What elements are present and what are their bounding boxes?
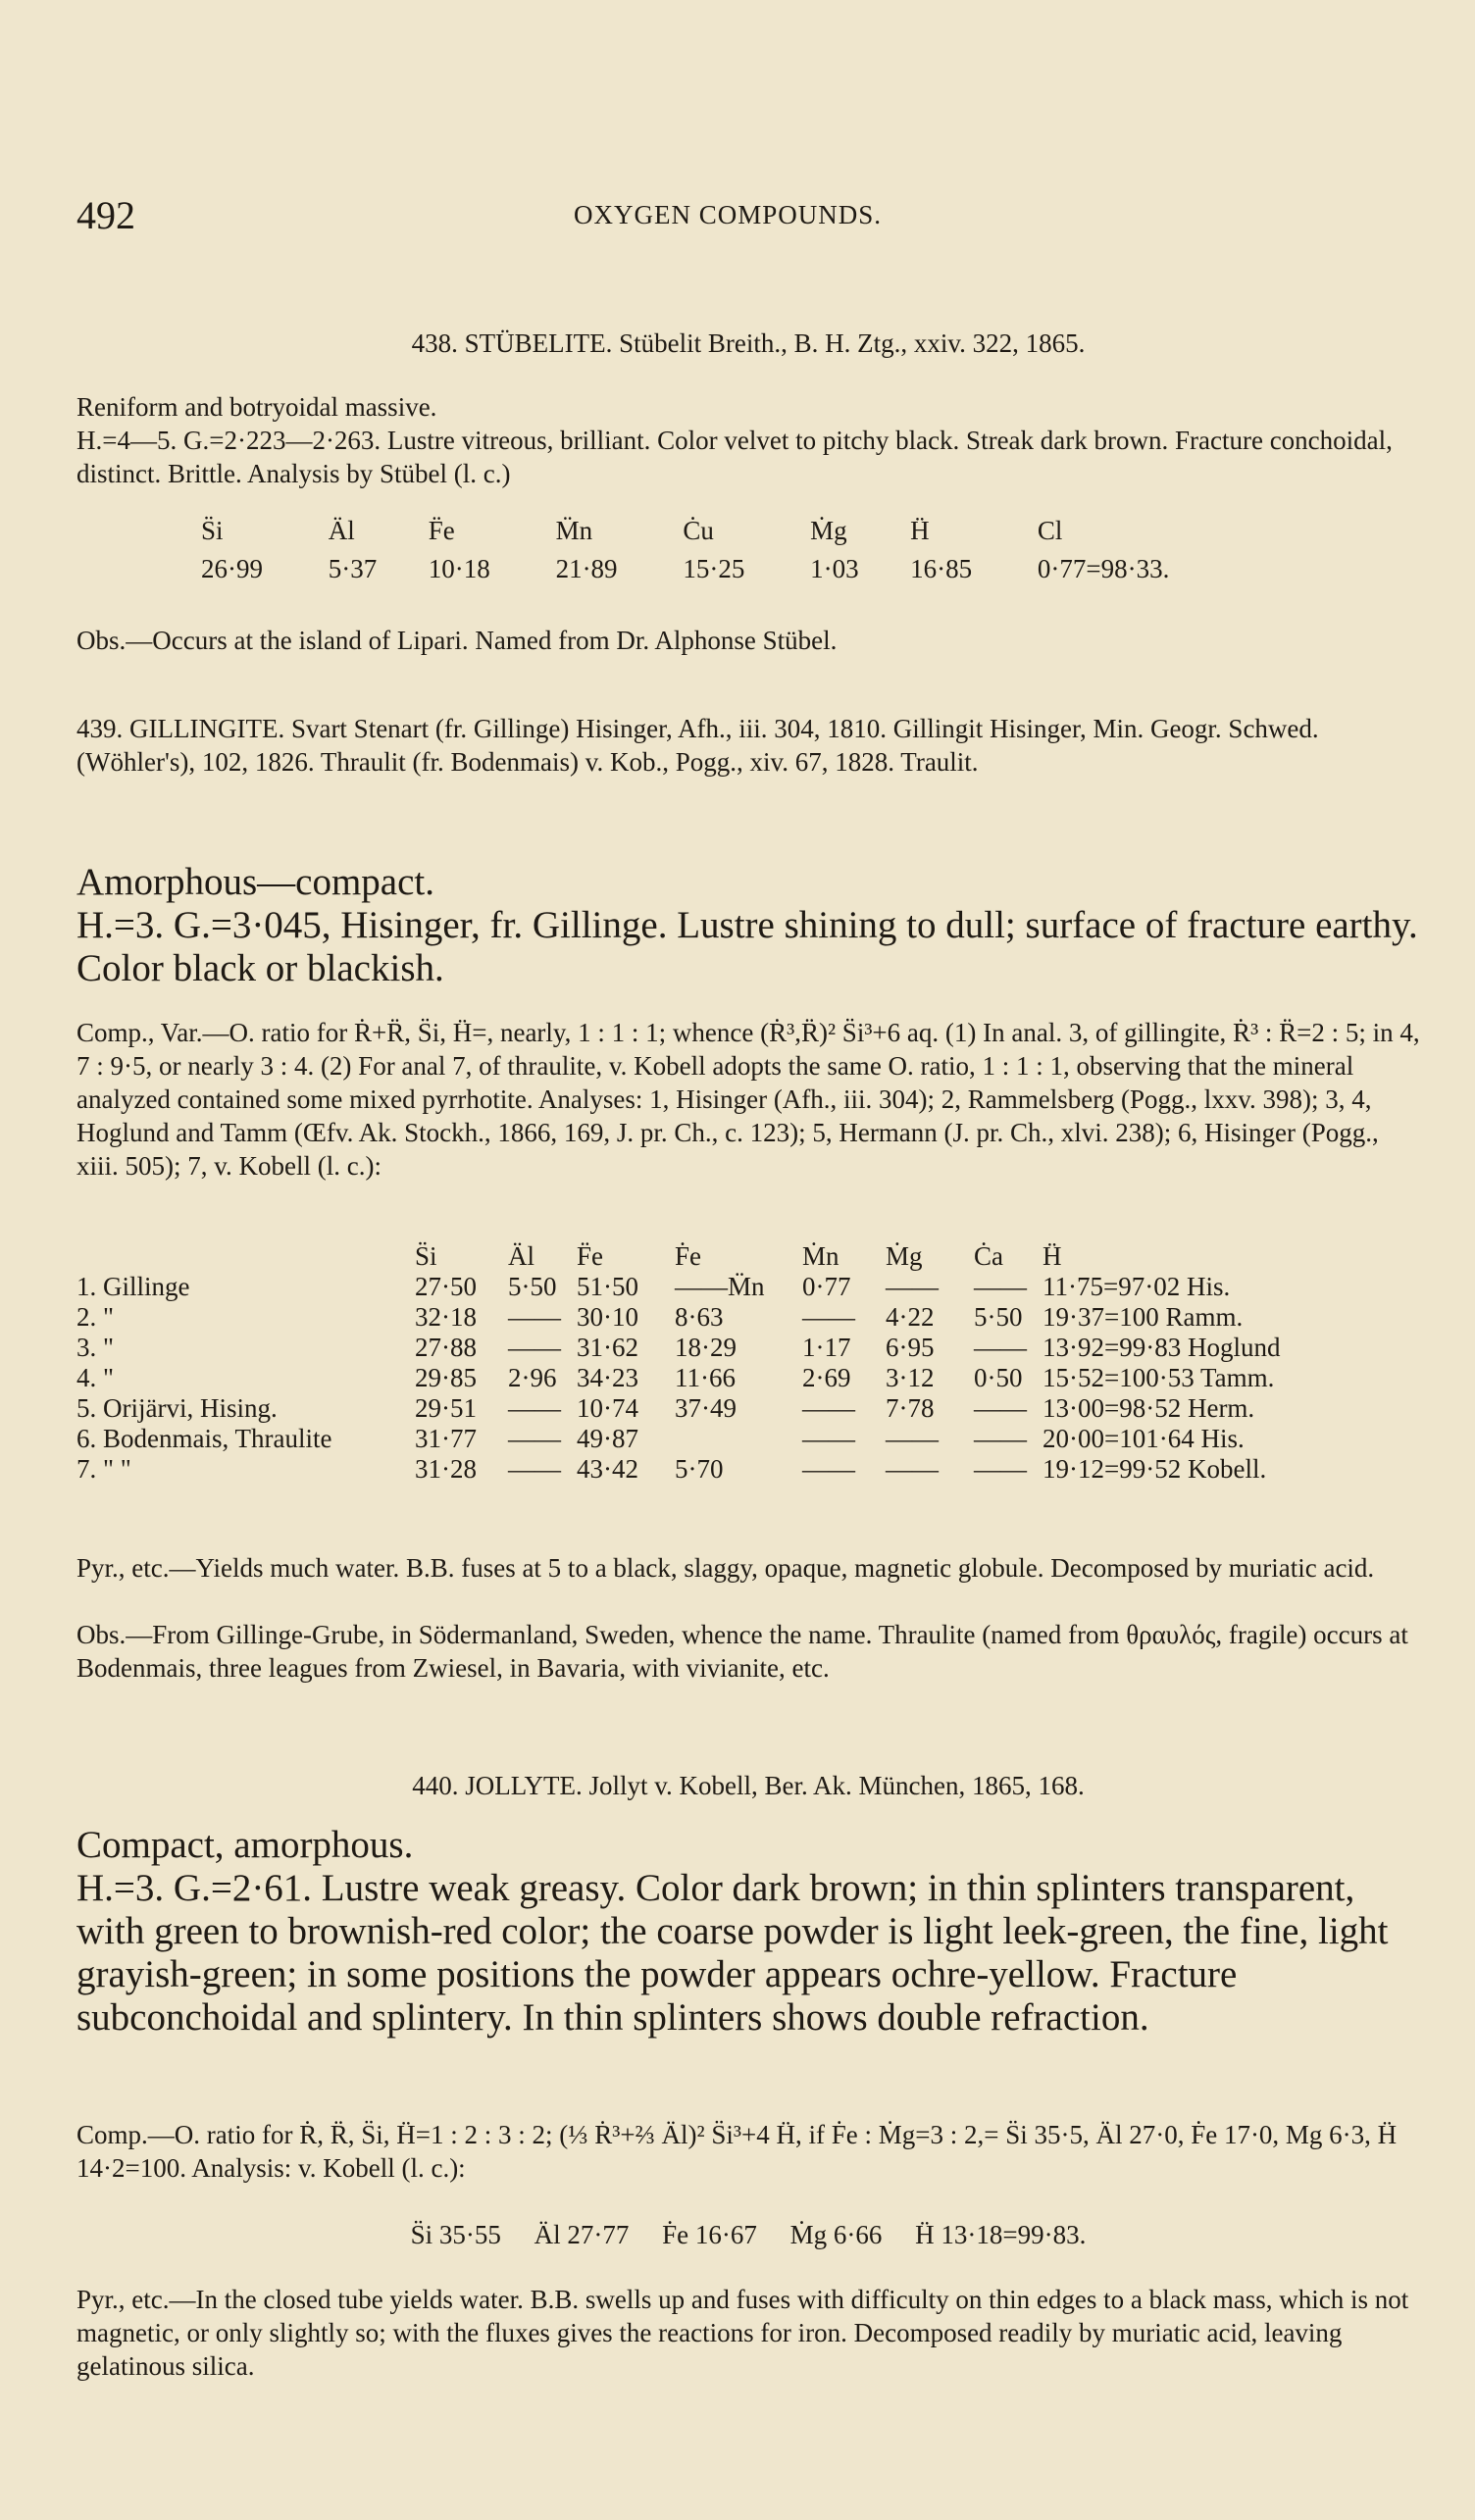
table-cell: —— bbox=[974, 1272, 1027, 1301]
table-cell: —— bbox=[974, 1333, 1027, 1362]
stubelite-form: Reniform and botryoidal massive. bbox=[76, 392, 437, 422]
table-cell: 20·00=101·64 His. bbox=[1043, 1424, 1245, 1453]
table-row bbox=[76, 1302, 1422, 1333]
jollyte-analysis: S̈i 35·55 Äl 27·77 Ḟe 16·67 Ṁg 6·66 Ḧ 13·18=99·83. bbox=[410, 2220, 1087, 2249]
table-cell: 3·12 bbox=[886, 1363, 935, 1392]
table-cell: 15·52=100·53 Tamm. bbox=[1043, 1363, 1275, 1392]
table-row bbox=[76, 1272, 1422, 1302]
table-cell: 31·62 bbox=[577, 1333, 638, 1362]
analysis-value: 10·18 bbox=[428, 554, 490, 583]
stubelite-heading: 438. STÜBELITE. Stübelit Breith., B. H. Ztg., xxiv. 322, 1865. bbox=[411, 328, 1086, 358]
analysis-header: S̈i bbox=[201, 516, 224, 545]
table-cell: 34·23 bbox=[577, 1363, 638, 1392]
analysis-header: Ṁg bbox=[810, 516, 847, 545]
table-header: Ċa bbox=[974, 1241, 1003, 1271]
table-cell bbox=[675, 1424, 802, 1454]
table-cell: 51·50 bbox=[577, 1272, 638, 1301]
table-cell: —— bbox=[508, 1393, 561, 1423]
table-cell: 6. Bodenmais, Thraulite bbox=[76, 1424, 332, 1453]
table-cell: 32·18 bbox=[415, 1302, 477, 1332]
jollyte-pyrognostics: Pyr., etc.—In the closed tube yields water. B.B. swells up and fuses with difficulty on thin edges to a black mass, which is not magnetic, or only slightly so; with the fluxes gives the reactions for iron. Decomposed readily by muriatic acid, leaving gelatinous silica. bbox=[76, 2285, 1409, 2381]
table-cell: 10·74 bbox=[577, 1393, 638, 1423]
table-cell: 8·63 bbox=[675, 1302, 724, 1332]
gillingite-table-headers bbox=[76, 1241, 1422, 1272]
table-cell: —— bbox=[886, 1424, 939, 1453]
table-cell: 19·12=99·52 Kobell. bbox=[1043, 1454, 1267, 1484]
stubelite-analysis-headers bbox=[201, 516, 1309, 546]
table-cell: 5·50 bbox=[508, 1272, 557, 1301]
table-cell: 31·77 bbox=[415, 1424, 477, 1453]
table-cell: —— bbox=[974, 1454, 1027, 1484]
analysis-header: Äl bbox=[328, 516, 355, 545]
gillingite-properties: H.=3. G.=3·045, Hisinger, fr. Gillinge. Lustre shining to dull; surface of fracture earthy. Color black or blackish. bbox=[76, 904, 1418, 989]
table-cell: 7. " " bbox=[76, 1454, 131, 1484]
jollyte-properties: H.=3. G.=2·61. Lustre weak greasy. Color dark brown; in thin splinters transparent, with green to brownish-red color; the coarse powder is light leek-green, the fine, light grayish-green; in some positions the powder appears ochre-yellow. Fracture subconchoidal and splintery. In thin splinters shows double refraction. bbox=[76, 1867, 1389, 2039]
table-cell: —— bbox=[802, 1302, 855, 1332]
table-cell: 4·22 bbox=[886, 1302, 935, 1332]
table-header: Ṁg bbox=[886, 1241, 923, 1271]
table-cell: 13·00=98·52 Herm. bbox=[1043, 1393, 1255, 1423]
table-cell: 2·69 bbox=[802, 1363, 851, 1392]
table-cell: 4. " bbox=[76, 1363, 115, 1392]
table-cell: 2·96 bbox=[508, 1363, 557, 1392]
analysis-header: F̈e bbox=[428, 516, 455, 545]
table-row bbox=[76, 1454, 1422, 1485]
table-cell: —— bbox=[802, 1454, 855, 1484]
table-header: Äl bbox=[508, 1241, 534, 1271]
analysis-header: Ċu bbox=[683, 516, 714, 545]
table-cell: 31·28 bbox=[415, 1454, 477, 1484]
table-row bbox=[76, 1393, 1422, 1424]
analysis-value: 1·03 bbox=[810, 554, 859, 583]
stubelite-analysis-table bbox=[201, 516, 1309, 584]
table-cell: —— bbox=[802, 1424, 855, 1453]
analysis-value: 16·85 bbox=[910, 554, 973, 583]
table-cell: —— bbox=[508, 1302, 561, 1332]
analysis-value: 21·89 bbox=[555, 554, 618, 583]
table-cell: 13·92=99·83 Hoglund bbox=[1043, 1333, 1281, 1362]
table-cell: 5·50 bbox=[974, 1302, 1023, 1332]
table-cell: —— bbox=[974, 1424, 1027, 1453]
table-cell: —— bbox=[508, 1424, 561, 1453]
table-header: Ḧ bbox=[1043, 1241, 1062, 1271]
jollyte-heading: 440. JOLLYTE. Jollyt v. Kobell, Ber. Ak. München, 1865, 168. bbox=[412, 1771, 1085, 1800]
table-cell: 7·78 bbox=[886, 1393, 935, 1423]
table-cell: 2. " bbox=[76, 1302, 115, 1332]
table-row bbox=[76, 1363, 1422, 1393]
table-cell: 1·17 bbox=[802, 1333, 851, 1362]
table-cell: 27·50 bbox=[415, 1272, 477, 1301]
table-row bbox=[76, 1333, 1422, 1363]
table-cell: 0·77 bbox=[802, 1272, 851, 1301]
table-cell: —— bbox=[886, 1454, 939, 1484]
table-cell: 1. Gillinge bbox=[76, 1272, 190, 1301]
jollyte-composition: Comp.—O. ratio for Ṙ, R̈, S̈i, Ḧ=1 : 2 : 3 : 2; (⅓ Ṙ³+⅔ Äl)² S̈i³+4 Ḧ, if Ḟe : Ṁg=3 : 2,= S̈i 35·5, Äl 27·0, Ḟe 17·0, Mg 6·3, Ḧ 14·2=100. Analysis: v. Kobell (l. c.): bbox=[76, 2120, 1398, 2183]
gillingite-analyses-table bbox=[76, 1241, 1422, 1485]
gillingite-form: Amorphous—compact. bbox=[76, 861, 435, 903]
table-header: F̈e bbox=[577, 1241, 603, 1271]
table-cell: —— bbox=[508, 1333, 561, 1362]
stubelite-properties: H.=4—5. G.=2·223—2·263. Lustre vitreous, brilliant. Color velvet to pitchy black. Streak dark brown. Fracture conchoidal, distinct. Brittle. Analysis by Stübel (l. c.) bbox=[76, 426, 1393, 488]
analysis-value: 0·77=98·33. bbox=[1037, 554, 1170, 583]
table-cell: 43·42 bbox=[577, 1454, 638, 1484]
table-header: S̈i bbox=[415, 1241, 437, 1271]
analysis-header: Ḧ bbox=[910, 516, 930, 545]
analysis-header: M̈n bbox=[555, 516, 593, 545]
running-head: OXYGEN COMPOUNDS. bbox=[574, 200, 883, 229]
table-cell: ——M̈n bbox=[675, 1272, 765, 1301]
table-cell: 0·50 bbox=[974, 1363, 1023, 1392]
table-cell: 5·70 bbox=[675, 1454, 724, 1484]
jollyte-form: Compact, amorphous. bbox=[76, 1824, 414, 1866]
table-header: Ḟe bbox=[675, 1241, 701, 1271]
table-cell: 30·10 bbox=[577, 1302, 638, 1332]
table-cell: 11·75=97·02 His. bbox=[1043, 1272, 1231, 1301]
gillingite-composition: Comp., Var.—O. ratio for Ṙ+R̈, S̈i, Ḧ=, nearly, 1 : 1 : 1; whence (Ṙ³,R̈)² S̈i³+6 aq. (1) In anal. 3, of gillingite, Ṙ³ : R̈=2 : 5; in 4, 7 : 9·5, or nearly 3 : 4. (2) For anal 7, of thraulite, v. Kobell adopts the same O. ratio, 1 : 1 : 1, observing that the mineral analyzed contained some mixed pyrrhotite. Analyses: 1, Hisinger (Afh., iii. 304); 2, Rammelsberg (Pogg., lxxv. 398); 3, 4, Hoglund and Tamm (Œfv. Ak. Stockh., 1866, 169, J. pr. Ch., c. 123); 5, Hermann (J. pr. Ch., xlvi. 238); 6, Hisinger (Pogg., xiii. 505); 7, v. Kobell (l. c.): bbox=[76, 1018, 1420, 1181]
gillingite-heading: 439. GILLINGITE. Svart Stenart (fr. Gillinge) Hisinger, Afh., iii. 304, 1810. Gillingit Hisinger, Min. Geogr. Schwed. (Wöhler's), 102, 1826. Thraulit (fr. Bodenmais) v. Kob., Pogg., xiv. 67, 1828. Traulit. bbox=[76, 714, 1319, 777]
table-cell: —— bbox=[886, 1272, 939, 1301]
table-cell: 5. Orijärvi, Hising. bbox=[76, 1393, 278, 1423]
table-cell: 19·37=100 Ramm. bbox=[1043, 1302, 1244, 1332]
table-cell: 11·66 bbox=[675, 1363, 736, 1392]
table-header bbox=[76, 1241, 415, 1272]
gillingite-pyrognostics: Pyr., etc.—Yields much water. B.B. fuses at 5 to a black, slaggy, opaque, magnetic globule. Decomposed by muriatic acid. bbox=[76, 1553, 1375, 1583]
page-number: 492 bbox=[76, 193, 135, 237]
table-cell: —— bbox=[508, 1454, 561, 1484]
table-cell: 29·51 bbox=[415, 1393, 477, 1423]
table-cell: —— bbox=[974, 1393, 1027, 1423]
table-cell: 3. " bbox=[76, 1333, 115, 1362]
table-cell: 6·95 bbox=[886, 1333, 935, 1362]
table-cell: —— bbox=[802, 1393, 855, 1423]
table-cell: 49·87 bbox=[577, 1424, 638, 1453]
analysis-value: 5·37 bbox=[328, 554, 378, 583]
table-row bbox=[76, 1424, 1422, 1454]
gillingite-observations: Obs.—From Gillinge-Grube, in Södermanland, Sweden, whence the name. Thraulite (named from θραυλός, fragile) occurs at Bodenmais, three leagues from Zwiesel, in Bavaria, with vivianite, etc. bbox=[76, 1620, 1408, 1683]
table-cell: 18·29 bbox=[675, 1333, 737, 1362]
stubelite-observations: Obs.—Occurs at the island of Lipari. Named from Dr. Alphonse Stübel. bbox=[76, 626, 838, 655]
analysis-header: Cl bbox=[1037, 516, 1063, 545]
stubelite-analysis-values bbox=[201, 546, 1309, 584]
analysis-value: 15·25 bbox=[683, 554, 745, 583]
analysis-value: 26·99 bbox=[201, 554, 263, 583]
table-header: Ṁn bbox=[802, 1241, 839, 1271]
table-cell: 29·85 bbox=[415, 1363, 477, 1392]
table-cell: 27·88 bbox=[415, 1333, 477, 1362]
table-cell: 37·49 bbox=[675, 1393, 737, 1423]
